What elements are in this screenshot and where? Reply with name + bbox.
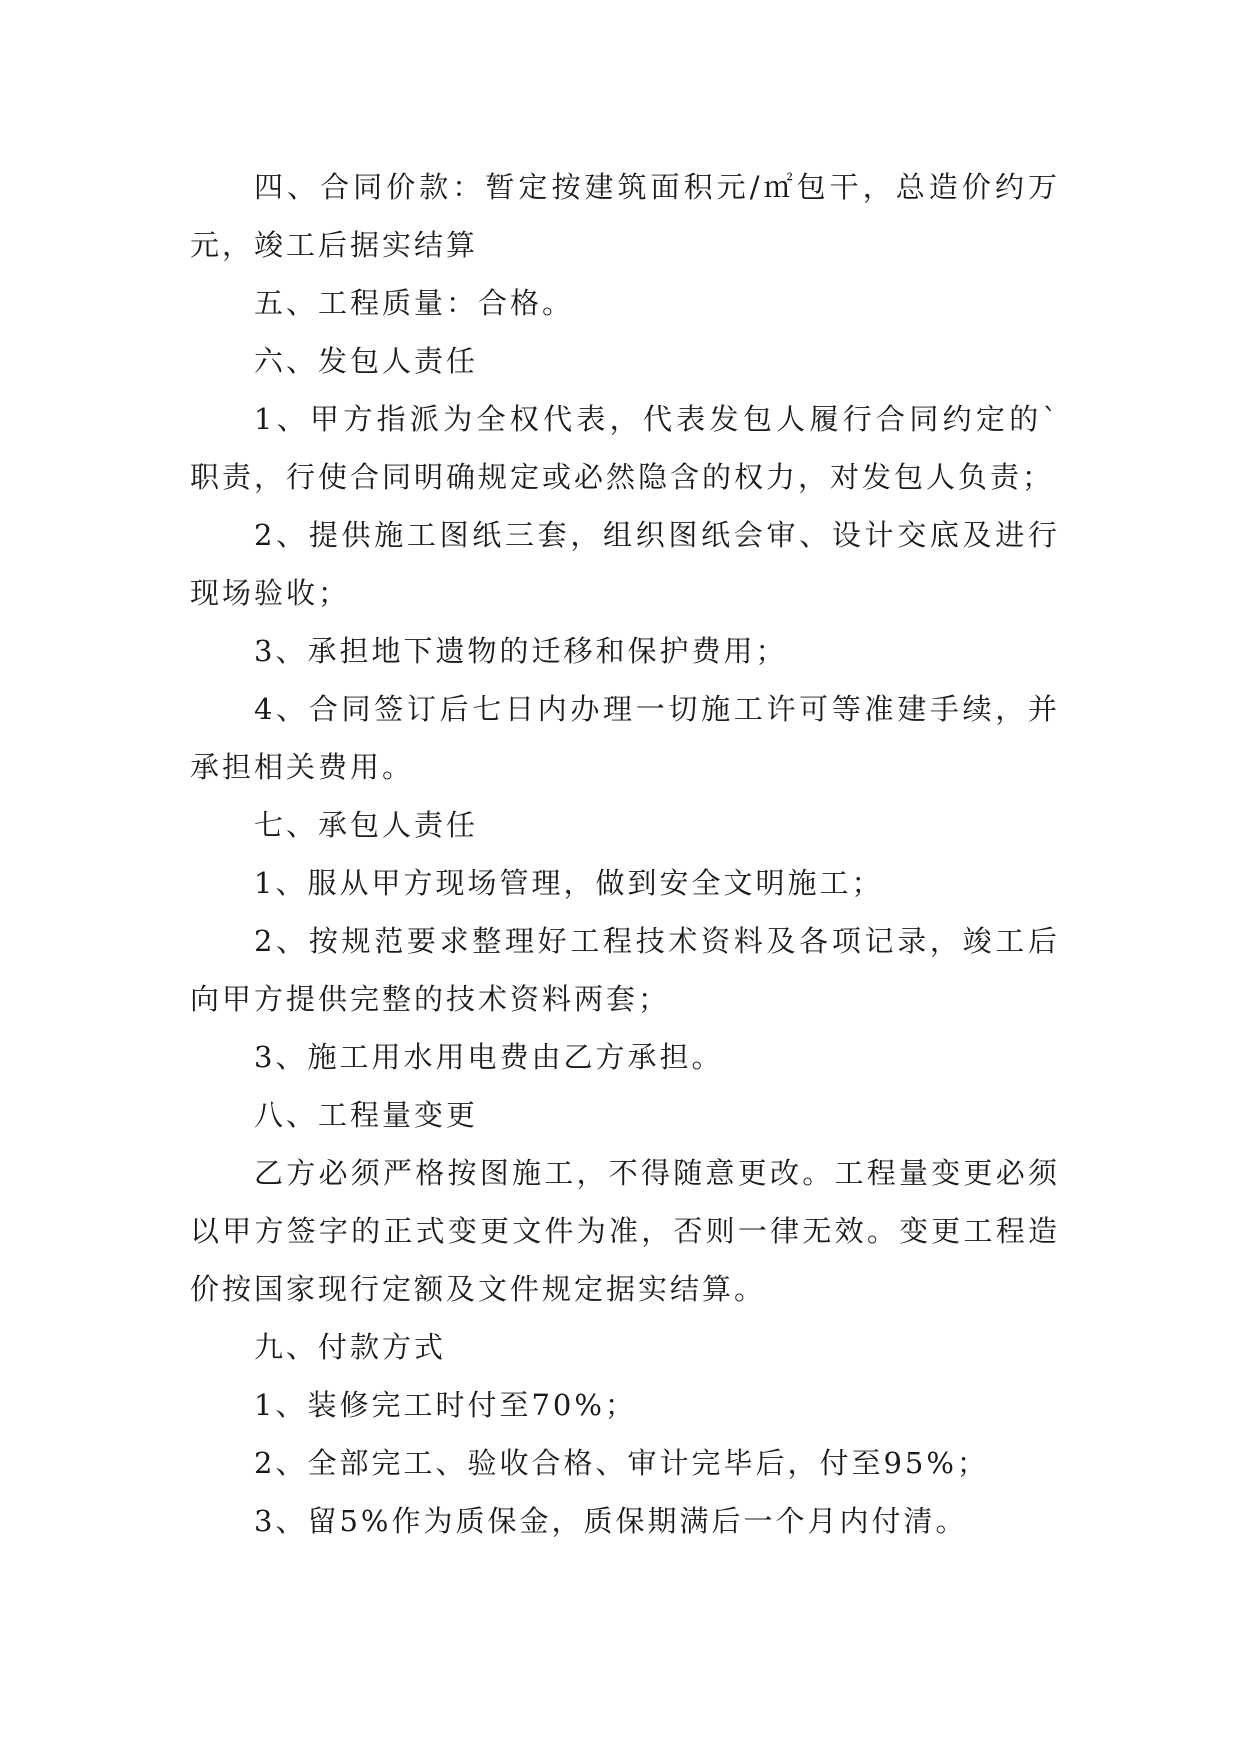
heading-employer-responsibility: 六、发包人责任 — [254, 344, 479, 378]
paragraph-payment-item-3: 3、留5%作为质保金，质保期满后一个月内付清。 — [254, 1504, 968, 1538]
paragraph-employer-item-1: 1、甲方指派为全权代表，代表发包人履行合同约定的`职责，行使合同明确规定或必然隐含的权力，对发包人负责； — [190, 402, 1060, 494]
heading-quantity-change: 八、工程量变更 — [254, 1098, 479, 1132]
paragraph-project-quality: 五、工程质量：合格。 — [254, 286, 575, 320]
paragraph-payment-item-2: 2、全部完工、验收合格、审计完毕后，付至95%； — [254, 1446, 989, 1480]
paragraph-contract-price: 四、合同价款：暂定按建筑面积元/㎡包干，总造价约万元，竣工后据实结算 — [190, 170, 1060, 262]
document-body — [190, 158, 1060, 1550]
paragraph-employer-item-4: 4、合同签订后七日内办理一切施工许可等准建手续，并承担相关费用。 — [190, 692, 1060, 784]
paragraph-employer-item-2: 2、提供施工图纸三套，组织图纸会审、设计交底及进行现场验收； — [190, 518, 1060, 610]
heading-payment-method: 九、付款方式 — [254, 1330, 447, 1364]
paragraph-employer-item-3: 3、承担地下遗物的迁移和保护费用； — [254, 634, 788, 668]
heading-contractor-responsibility: 七、承包人责任 — [254, 808, 479, 842]
paragraph-quantity-change: 乙方必须严格按图施工，不得随意更改。工程量变更必须以甲方签字的正式变更文件为准，否则一律无效。变更工程造价按国家现行定额及文件规定据实结算。 — [190, 1156, 1060, 1306]
paragraph-contractor-item-3: 3、施工用水用电费由乙方承担。 — [254, 1040, 724, 1074]
paragraph-contractor-item-2: 2、按规范要求整理好工程技术资料及各项记录，竣工后向甲方提供完整的技术资料两套； — [190, 924, 1060, 1016]
paragraph-payment-item-1: 1、装修完工时付至70%； — [254, 1388, 637, 1422]
paragraph-contractor-item-1: 1、服从甲方现场管理，做到安全文明施工； — [254, 866, 884, 900]
